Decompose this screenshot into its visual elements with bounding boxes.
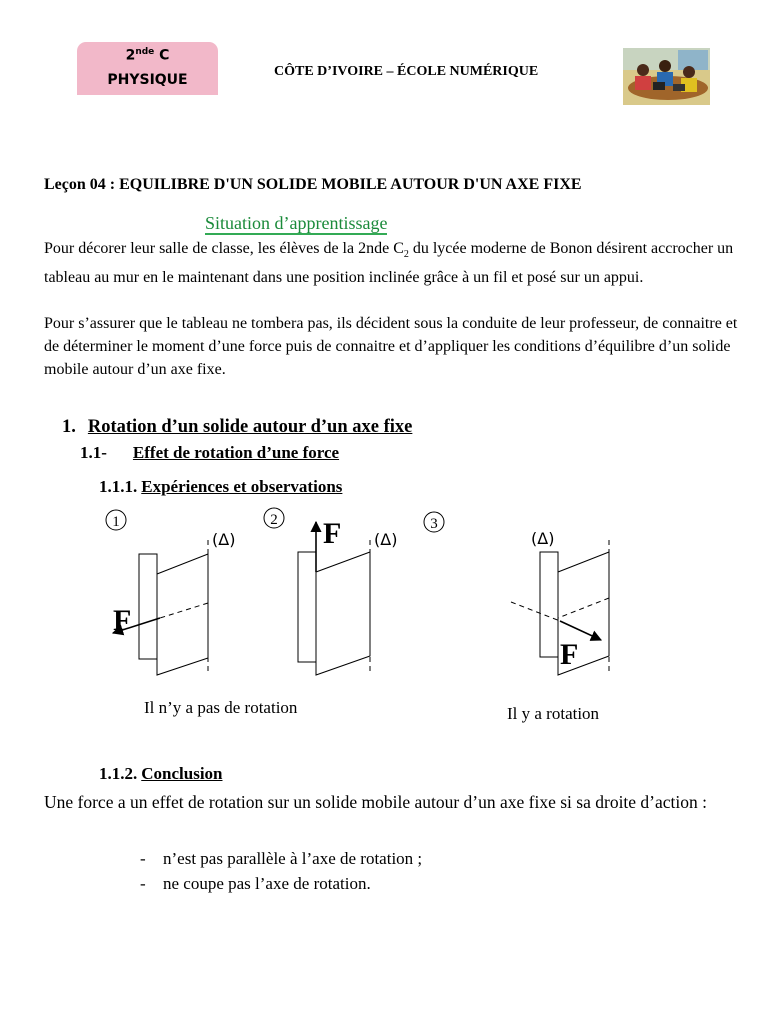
conclusion-bullet-2: - ne coupe pas l’axe de rotation.	[140, 874, 371, 893]
experiment-2-number: 2	[270, 512, 278, 528]
lesson-title: Leçon 04 : EQUILIBRE D'UN SOLIDE MOBILE AUTOUR D'UN AXE FIXE	[44, 176, 582, 193]
experiment-1-number: 1	[112, 514, 120, 530]
situation-paragraph-1: Pour décorer leur salle de classe, les élèves de la 2nde $C_2$ du lycée moderne de Bonon désirent accrocher un tableau au mur en le maintenant dans une position inclinée grâce à un fil et posé sur un appui.	[44, 240, 734, 287]
experiment-1-wall	[139, 554, 157, 659]
experiment-2	[264, 508, 397, 675]
section-1-1-heading: 1.1- Effet de rotation d’une force	[80, 443, 340, 462]
situation-heading: Situation d’apprentissage	[205, 213, 388, 233]
experiment-1	[106, 510, 235, 675]
rotation-experiments-figure	[0, 500, 768, 700]
experiment-2-axis-label: (Δ)	[374, 530, 398, 549]
experiment-2-wall	[298, 552, 316, 662]
section-1-heading: 1. Rotation d’un solide autour d’un axe fixe	[62, 417, 413, 437]
caption-no-rotation: Il n’y a pas de rotation	[144, 698, 298, 717]
experiment-3	[424, 512, 609, 675]
experiment-2-board	[316, 552, 370, 675]
experiment-3-number: 3	[430, 516, 438, 532]
experiment-2-force-label: F	[323, 517, 342, 550]
experiment-1-board	[157, 554, 208, 675]
students-at-table-photo	[623, 48, 710, 105]
situation-paragraph-2: Pour s’assurer que le tableau ne tombera pas, ils décident sous la conduite de leur professeur, de connaitre et de déterminer le moment d’une force puis de connaitre et d’appliquer les conditions d’équilibre d’un solide mobile autour d’un axe fixe.	[44, 315, 738, 378]
experiment-1-force-label: F	[113, 604, 132, 637]
section-1-1-2-heading: 1.1.2. Conclusion	[99, 764, 223, 783]
experiment-3-axis-label: (Δ)	[531, 529, 555, 548]
experiment-3-force-label: F	[560, 638, 579, 671]
conclusion-bullet-1: - n’est pas parallèle à l’axe de rotation ;	[140, 849, 423, 868]
experiment-3-wall	[540, 552, 558, 657]
conclusion-text: Une force a un effet de rotation sur un solide mobile autour d’un axe fixe si sa droite d’action :	[44, 792, 708, 812]
section-1-1-1-heading: 1.1.1. Expériences et observations	[99, 477, 343, 496]
badge-level: 2nde C	[125, 47, 170, 64]
header-title: CÔTE D’IVOIRE – ÉCOLE NUMÉRIQUE	[274, 64, 539, 79]
experiment-1-axis-label: (Δ)	[212, 530, 236, 549]
badge-subject: PHYSIQUE	[107, 72, 188, 88]
class-badge	[77, 42, 218, 95]
caption-rotation: Il y a rotation	[507, 704, 600, 723]
